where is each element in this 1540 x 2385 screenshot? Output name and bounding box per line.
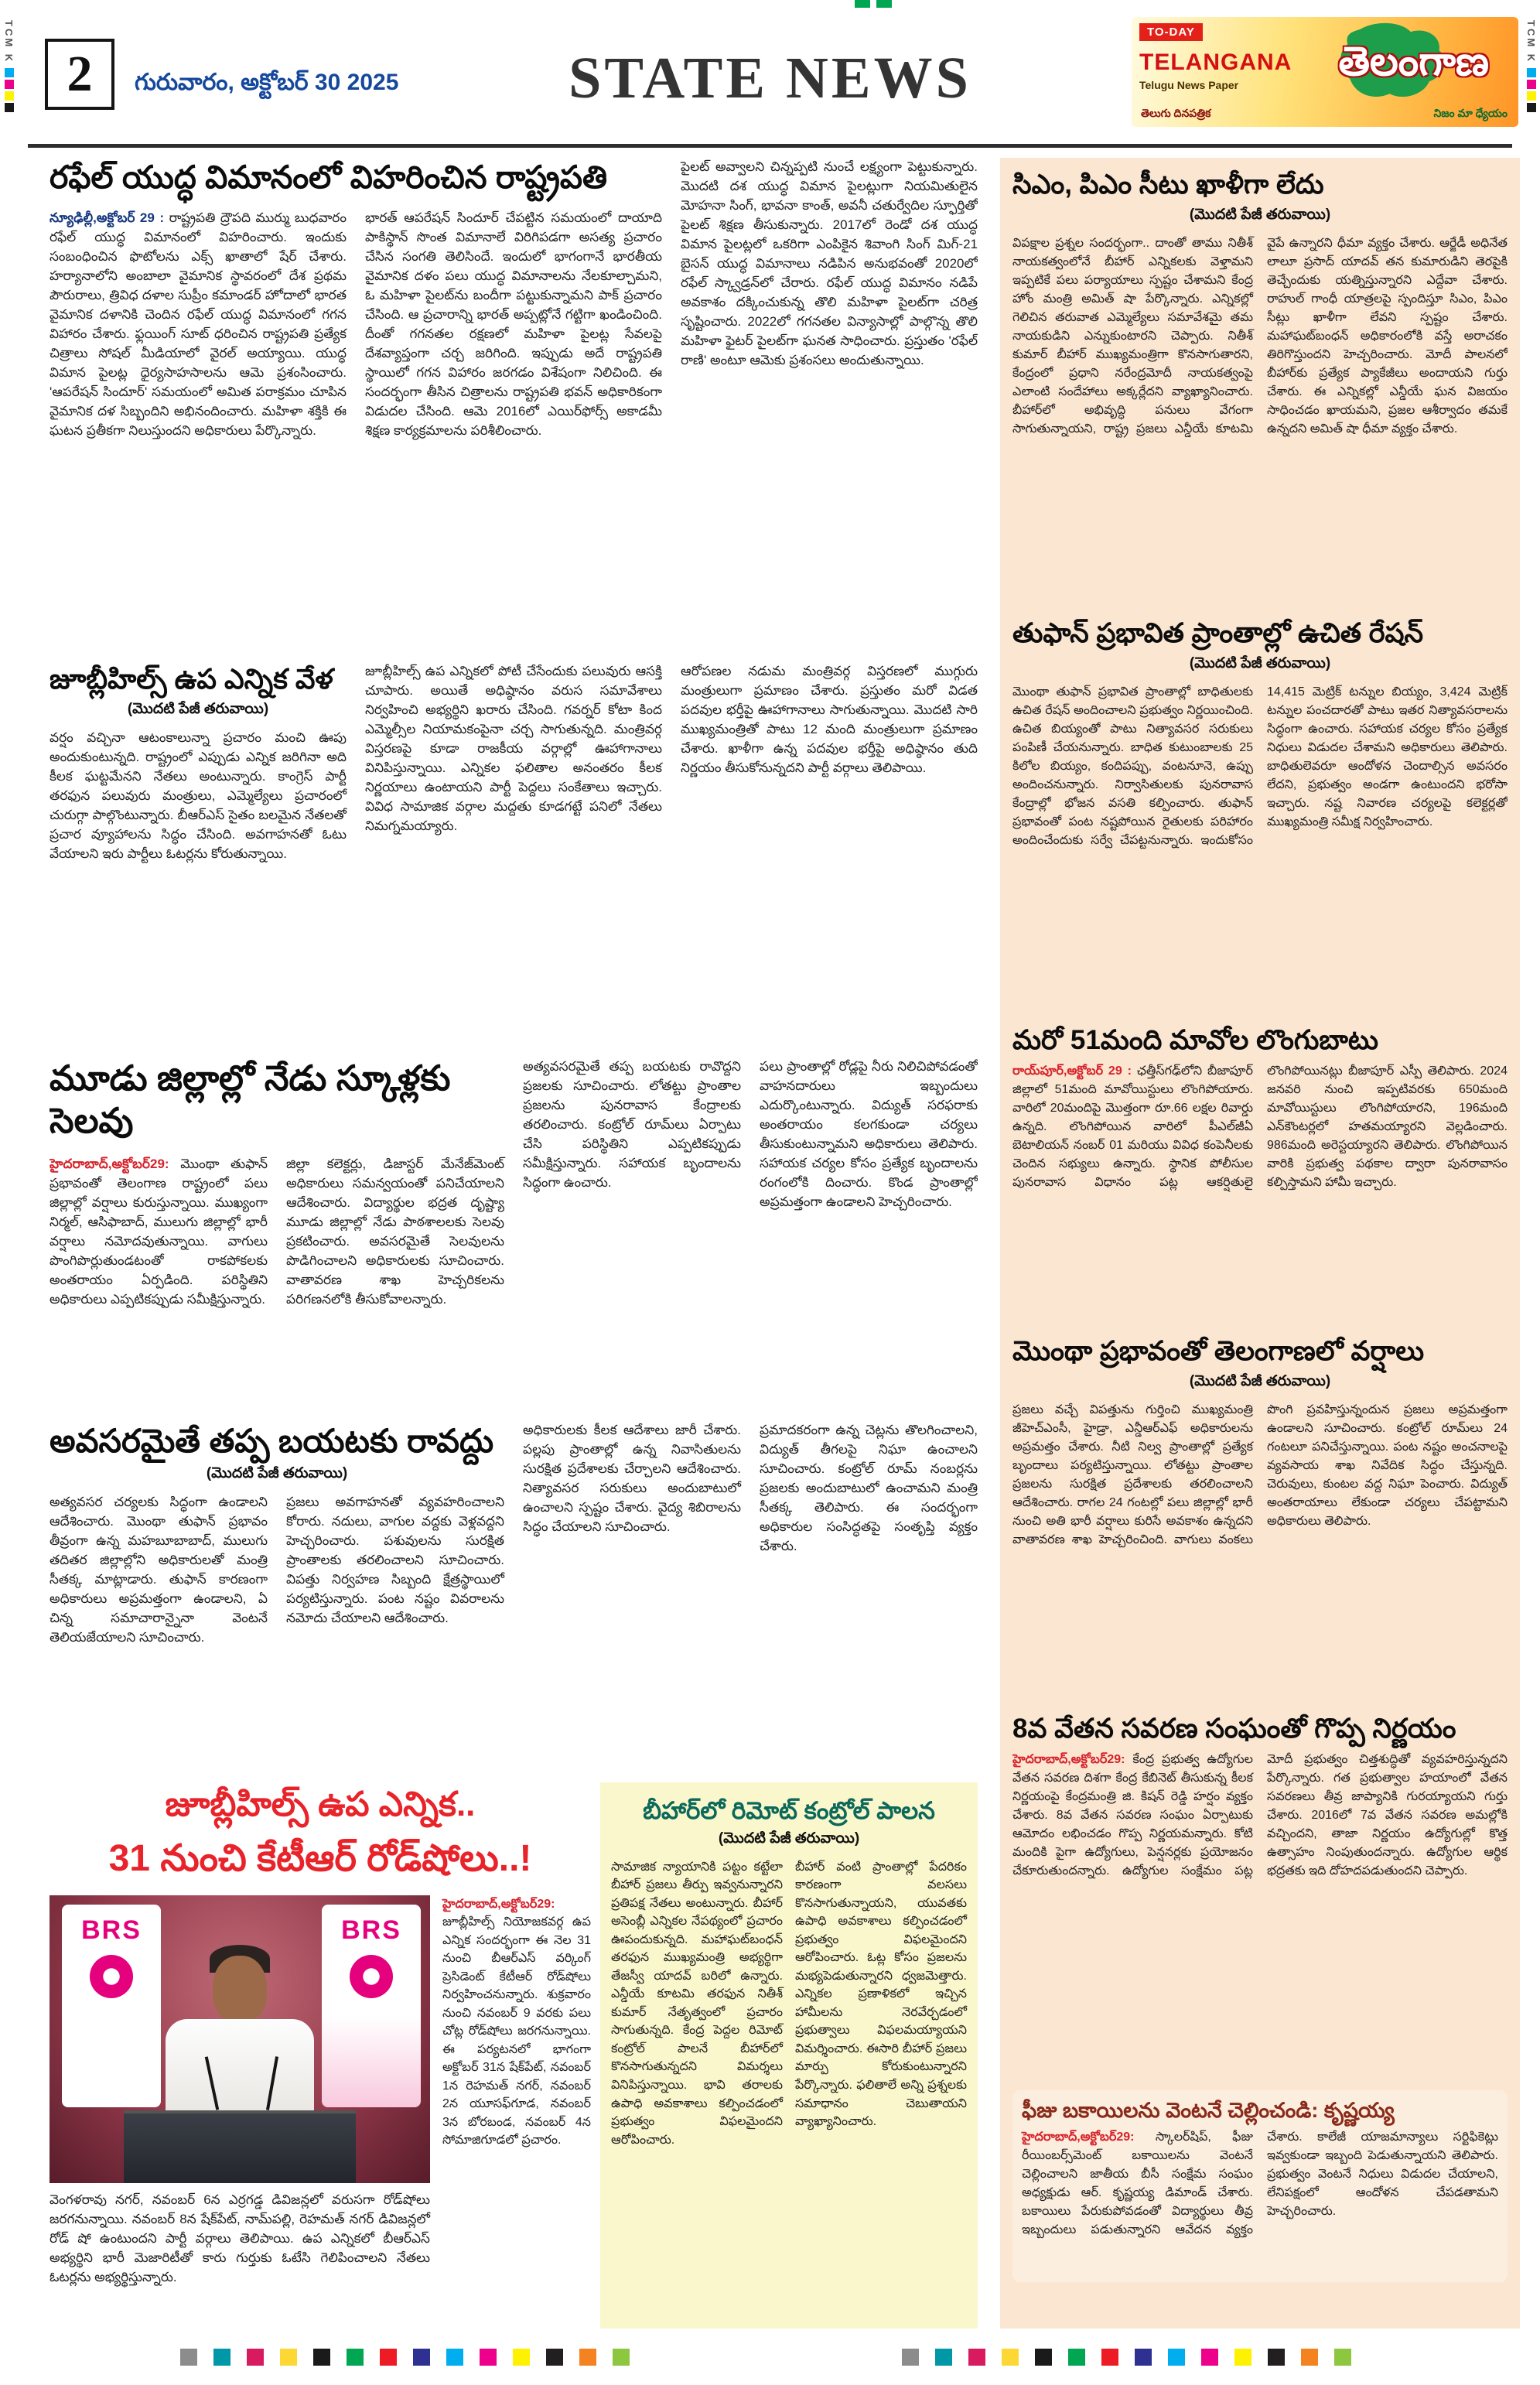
article-headline: ఫీజు బకాయిలను వెంటనే చెల్లించండి: కృష్ణయ్య [1022, 2099, 1395, 2122]
body-column: అత్యవసర చర్యలకు సిద్ధంగా ఉండాలని ఆదేశించారు. మొంథా తుఫాన్ ప్రభావం తీవ్రంగా ఉన్న మహబూబాబాద్, ములుగు తదితర జిల్లాల్లోని అధికారులతో మంత్రి సీతక్క మాట్లాడారు. తుఫాన్ కారణంగా అధికారులు అప్రమత్తంగా ఉండాలని, ఏ చిన్న సమాచారాన్నైనా వెంటనే తెలియజేయాలని సూచించారు. [50, 1495, 268, 1645]
body-column: బీహార్ వంటి ప్రాంతాల్లో పేదరికం కారణంగా వలసలు కొనసాగుతున్నాయని, యువతకు ఉపాధి అవకాశాలు కల్పించడంలో ప్రభుత్వం విఫలమైందని ఆరోపించారు. ఓట్ల కోసం ప్రజలను మభ్యపెడుతున్నారని ధ్వజమెత్తారు. ఎన్నికల ప్రణాళికలో ఇచ్చిన హామీలను నెరవేర్చడంలో ప్రభుత్వాలు విఫలమయ్యాయని విమర్శించారు. ఈసారి బీహార్ ప్రజలు మార్పు కోరుకుంటున్నారని పేర్కొన్నారు. ఫలితాలే అన్ని ప్రశ్నలకు సమాధానం చెబుతాయని వ్యాఖ్యానించారు. [795, 1860, 967, 2129]
article-jubilee-bypoll [50, 662, 978, 1049]
article-body: మొంథా తుఫాన్ ప్రభావిత ప్రాంతాల్లో బాధితులకు ఉచిత రేషన్ అందించాలని ప్రభుత్వం నిర్ణయించింది. ఉచిత బియ్యంతో పాటు నిత్యావసర సరుకులు పంపిణీ చేయనున్నారు. బాధిత కుటుంబాలకు 25 కిలోల బియ్యం, కందిపప్పు, వంటనూనె, ఉప్పు అందించనున్నారు. నిర్వాసితులకు పునరావాస కేంద్రాల్లో భోజన వసతి కల్పించారు. తుఫాన్ ప్రభావంతో పంట నష్టపోయిన రైతులకు పరిహారం అందించేందుకు సర్వే చేపట్టనున్నారు. ఇందుకోసం 14,415 మెట్రిక్ టన్నుల బియ్యం, 3,424 మెట్రిక్ టన్నుల పంచదారతో పాటు ఇతర నిత్యావసరాలను సిద్ధంగా ఉంచారు. సహాయక చర్యల కోసం ప్రత్యేక నిధులు విడుదల చేశామని అధికారులు తెలిపారు. బాధితులెవరూ ఆందోళన చెందాల్సిన అవసరం లేదని, ప్రభుత్వం అండగా ఉంటుందని భరోసా ఇచ్చారు. నష్ట నివారణ చర్యలపై కలెక్టర్లతో ముఖ్యమంత్రి సమీక్ష నిర్వహించారు. [1012, 685, 1508, 847]
body-column [50, 209, 347, 653]
continued-note: (మొదటి పేజీ తరువాయి) [718, 1830, 860, 1847]
podium [124, 2110, 356, 2183]
continued-note: (మొదటి పేజీ తరువాయి) [1189, 206, 1331, 223]
brs-logo-icon [90, 1955, 133, 1998]
masthead-sub-left: తెలుగు దినపత్రిక [1141, 107, 1211, 119]
article-headline: మూడు జిల్లాల్లో నేడు స్కూళ్లకు సెలవు [50, 1058, 451, 1140]
body-column: భారత్ ఆపరేషన్ సిందూర్ చేపట్టిన సమయంలో దాయాది పాకిస్థాన్ సొంత విమానాలే విరిగిపడగా అసత్య ప్రచారం చేసిన సంగతి తెలిసిందే. ఇందులో భాగంగానే భారతీయ వైమానిక దళం పలు యుద్ధ విమానాలను నేలకూల్చామని, ఓ మహిళా పైలట్‌ను బందీగా పట్టుకున్నామని పాక్ ప్రచారం చేసింది. ఆ ప్రచారాన్ని భారత్ అప్పట్లోనే గట్టిగా ఖండించింది. దీంతో గగనతల రక్షణలో మహిళా పైలట్ల సేవలపై దేశవ్యాప్తంగా చర్చ జరిగింది. ఇప్పుడు అదే రాష్ట్రపతి స్థాయిలో గగన విహారం జరగడం విశేషంగా నిలిచింది. ఈ సందర్భంగా తీసిన చిత్రాలను రాష్ట్రపతి భవన్ అధికారికంగా విడుదల చేసింది. ఆమె 2016లో ఎయిర్‌ఫోర్స్ అకాడమీ శిక్షణ కార్యక్రమాలను పరిశీలించారు. [365, 210, 662, 438]
article-headline: జూబ్లీహిల్స్ ఉప ఎన్నిక వేళ [50, 663, 333, 695]
page-date: గురువారం, అక్టోబర్ 30 2025 [135, 70, 399, 95]
article-body: ప్రజలు వచ్చే విపత్తును గుర్తించి ముఖ్యమంత్రి జీహెచ్ఎంసీ, హైడ్రా, ఎన్డీఆర్ఎఫ్ అధికారులను అప్రమత్తం చేశారు. నీటి నిల్వ ప్రాంతాల్లో ప్రత్యేక బృందాలు పర్యటిస్తున్నాయి. లోతట్టు ప్రాంతాల ప్రజలను సురక్షిత ప్రదేశాలకు తరలించాలని ఆదేశించారు. రాగల 24 గంటల్లో పలు జిల్లాల్లో భారీ నుంచి అతి భారీ వర్షాలు కురిసే అవకాశం ఉన్నదని వాతావరణ శాఖ హెచ్చరించింది. వాగులు వంకలు పొంగి ప్రవహిస్తున్నందున ప్రజలు అప్రమత్తంగా ఉండాలని సూచించారు. కంట్రోల్ రూమ్‌లు 24 గంటలూ పనిచేస్తున్నాయి. పంట నష్టం అంచనాలపై వ్యవసాయ శాఖ నివేదిక సిద్ధం చేస్తున్నది. చెరువులు, కుంటల వద్ద నిఘా పెంచారు. విద్యుత్ అంతరాయాలు లేకుండా చర్యలు చేపట్టామని అధికారులు తెలిపారు. [1012, 1403, 1508, 1546]
article-schools-holiday [50, 1058, 978, 1412]
body-paragraph: రాష్ట్రపతి ద్రౌపది ముర్ము బుధవారం రఫేల్ యుద్ధ విమానంలో విహరించారు. ఇందుకు సంబంధించిన ఫొటోలను ఎక్స్ ఖాతాలో షేర్ చేశారు. హర్యానాలోని అంబాలా వైమానిక స్థావరంలో దేశ ప్రథమ పౌరురాలు, త్రివిధ దళాల సుప్రీం కమాండర్ హోదాలో భారత వైమానిక దళానికి చెందిన రఫేల్ యుద్ధ విమానంలో గగన విహారం చేశారు. ఫ్లయింగ్ సూట్ ధరించిన రాష్ట్రపతి ప్రత్యేక చిత్రాలు సోషల్ మీడియాలో వైరల్ అయ్యాయి. యుద్ధ విమాన పైలట్ల ధైర్యసాహసాలను ఆమె ప్రశంసించారు. 'ఆపరేషన్ సిందూర్' సమయంలో అమిత పరాక్రమం చూపిన వైమానిక దళ సిబ్బందిని అభినందించారు. మహిళా శక్తికి ఈ ఘటన ప్రతీకగా నిలుస్తుందని అధికారులు పేర్కొన్నారు. [50, 210, 347, 438]
continued-note: (మొదటి పేజీ తరువాయి) [1189, 1372, 1331, 1389]
article-free-ration [1012, 617, 1508, 1015]
body-paragraph: ఛత్తీస్‌గఢ్‌లోని బీజాపూర్ జిల్లాలో 51మంది మావోయిస్టులు లొంగిపోయారు. వారిలో 20మందిపై మొత్తంగా రూ.66 లక్షల రివార్డు ఉన్నది. లొంగిపోయిన వారిలో పీఎల్‌జీఏ బెటాలియన్ నంబర్ 01 మరియు వివిధ కంపెనీలకు చెందిన సభ్యులు ఉన్నారు. స్థానిక పోలీసుల పునరావాస విధానం పట్ల ఆకర్షితులై లొంగిపోయినట్లు బీజాపూర్ ఎస్పీ తెలిపారు. 2024 జనవరి నుంచి ఇప్పటివరకు 650మంది మావోయిస్టులు లొంగిపోయారని, 196మంది ఎన్‌కౌంటర్లలో హతమయ్యారని వెల్లడించారు. 986మంది అరెస్టయ్యారని తెలిపారు. లొంగిపోయిన వారికి ప్రభుత్వ పథకాల ద్వారా పునరావాసం కల్పిస్తామని హామీ ఇచ్చారు. [1012, 1064, 1508, 1189]
page-number: 2 [45, 39, 114, 110]
person-figure [166, 2019, 314, 2120]
article-dateline: రాయ్‌పూర్,అక్టోబర్ 29 : [1012, 1064, 1132, 1078]
body-column: అత్యవసరమైతే తప్ప బయటకు రావొద్దని ప్రజలకు సూచించారు. లోతట్టు ప్రాంతాల ప్రజలను పునరావాస కేంద్రాలకు తరలించారు. కంట్రోల్ రూమ్‌లు ఏర్పాటు చేసి పరిస్థితిని ఎప్పటికప్పుడు సమీక్షిస్తున్నారు. సహాయక బృందాలను సిద్ధంగా ఉంచారు. [523, 1059, 741, 1190]
body-column: వర్షం వచ్చినా ఆటంకాలున్నా ప్రచారం మంచి ఊపు అందుకుంటున్నది. రాష్ట్రంలో ఎప్పుడు ఎన్నిక జరిగినా అది కీలక ఘట్టమేనని నేతలు అంటున్నారు. కాంగ్రెస్ పార్టీ తరఫున పలువురు మంత్రులు, ఎమ్మెల్యేలు ప్రచారంలో చురుగ్గా పాల్గొంటున్నారు. బీఆర్ఎస్ సైతం బలమైన నేతలతో ప్రచార వ్యూహాలను సిద్ధం చేసింది. అవగాహనతో ఓటు వేయాలని ఇరు పార్టీలు ఓటర్లను కోరుతున్నాయి. [50, 730, 347, 861]
body-paragraph: జూబ్లీహిల్స్ నియోజకవర్గ ఉప ఎన్నిక సందర్భంగా ఈ నెల 31 నుంచి బీఆర్ఎస్ వర్కింగ్ ప్రెసిడెంట్ కేటీఆర్ రోడ్‌షోలు నిర్వహించనున్నారు. శుక్రవారం నుంచి నవంబర్ 9 వరకు పలు చోట్ల రోడ్‌షోలు జరగనున్నాయి. ఈ పర్యటనలో భాగంగా అక్టోబర్ 31న షేక్‌పేట్, నవంబర్ 1న రెహమత్ నగర్, నవంబర్ 2న యూసఫ్‌గూడ, నవంబర్ 3న బోరబండ, నవంబర్ 4న సోమాజిగూడలో ప్రచారం. [442, 1915, 591, 2148]
body-column: పైలట్ అవ్వాలని చిన్నప్పటి నుంచే లక్ష్యంగా పెట్టుకున్నారు. మొదటి దశ యుద్ధ విమాన పైలట్లుగా నియమితులైన మోహనా సింగ్, భావనా కాంత్, అవనీ చతుర్వేదిల స్ఫూర్తితో పైలట్ శిక్షణ తీసుకున్నారు. 2017లో రెండో దశ యుద్ధ విమాన పైలట్లలో ఒకరిగా ఎంపికైన శివాంగి సింగ్ మిగ్-21 బైసన్ యుద్ధ విమానాలు నడిపిన అనుభవంతో 2020లో రఫేల్ స్క్వాడ్రన్‌లో చేరారు. రఫేల్ యుద్ధ విమానం నడిపే అవకాశం దక్కించుకున్న తొలి మహిళా పైలట్‌గా చరిత్ర సృష్టించారు. 2022లో గగనతల విన్యాసాల్లో పాల్గొన్న తొలి మహిళా ఫైటర్ పైలట్‌గా ఘనత సాధించారు. ప్రస్తుతం 'రఫేల్ రాణి' అంటూ ఆమెకు ప్రశంసలు అందుతున్నాయి. [681, 159, 978, 367]
masthead-tagline: Telugu News Paper [1139, 79, 1239, 91]
brs-banner-right [322, 1905, 421, 2107]
masthead-sub-right: నిజం మా ధ్యేయం [1433, 107, 1508, 119]
article-headline-line1: జూబ్లీహిల్స్ ఉప ఎన్నిక.. [165, 1785, 476, 1823]
article-headline: మొంథా ప్రభావంతో తెలంగాణలో వర్షాలు [1012, 1336, 1425, 1366]
article-ktr-roadshows [50, 1782, 591, 2329]
article-body: విపక్షాల ప్రశ్నల సందర్భంగా.. దాంతో తాము నితీశ్ నాయకత్వంలోనే బీహార్ ఎన్నికలకు వెళ్తామని ఇప్పటికే పలు పర్యాయాలు స్పష్టం చేశామని కేంద్ర హోం మంత్రి అమిత్ షా పేర్కొన్నారు. ఎన్నికల్లో గెలిచిన తరువాత ఎమ్మెల్యేలు సమావేశమై తమ నాయకుడిని ఎన్నుకుంటారని చెప్పారు. నితీశ్ కుమార్ బీహార్ ముఖ్యమంత్రిగా కొనసాగుతారని, కేంద్రంలో ప్రధాని నరేంద్రమోదీ నాయకత్వంపై ఎలాంటి సందేహాలు అక్కర్లేదని వ్యాఖ్యానించారు. బీహార్‌లో అభివృద్ధి పనులు వేగంగా సాగుతున్నాయని, రాష్ట్ర ప్రజలు ఎన్డీయే కూటమి వైపే ఉన్నారని ధీమా వ్యక్తం చేశారు. ఆర్జేడీ అధినేత లాలూ ప్రసాద్ యాదవ్ తన కుమారుడిని తెరపైకి తెచ్చేందుకు యత్నిస్తున్నారని ఎద్దేవా చేశారు. రాహుల్ గాంధీ యాత్రలపై స్పందిస్తూ సిఎం, పిఎం సీట్లు ఖాళీగా లేవని స్పష్టం చేశారు. మహాఘట్‌బంధన్ అధికారంలోకి వస్తే అరాచకం తిరిగొస్తుందని హెచ్చరించారు. మోదీ పాలనలో బీహార్‌కు ప్రత్యేక ప్యాకేజీలు అందాయని గుర్తు చేశారు. ఈ ఎన్నికల్లో ఎన్డీయే ఘన విజయం సాధించడం ఖాయమని, ప్రజల ఆశీర్వాదం తమకే ఉన్నదని అమిత్ షా ధీమా వ్యక్తం చేశారు. [1012, 236, 1508, 436]
article-bihar-remote-control [600, 1782, 978, 2329]
continued-note: (మొదటి పేజీ తరువాయి) [206, 1465, 348, 1482]
brs-logo-text: BRS [81, 1915, 142, 1945]
body-paragraph: స్కాలర్‌షిప్, ఫీజు రీయింబర్స్‌మెంట్ బకాయిలను వెంటనే చెల్లించాలని జాతీయ బీసీ సంక్షేమ సంఘం అధ్యక్షుడు ఆర్. కృష్ణయ్య డిమాండ్ చేశారు. బకాయిలు పేరుకుపోవడంతో విద్యార్థులు తీవ్ర ఇబ్బందులు పడుతున్నారని ఆవేదన వ్యక్తం చేశారు. కాలేజీ యాజమాన్యాలు సర్టిఫికెట్లు ఇవ్వకుండా ఇబ్బంది పెడుతున్నాయని తెలిపారు. ప్రభుత్వం వెంటనే నిధులు విడుదల చేయాలని, లేనిపక్షంలో ఆందోళన చేపడతామని హెచ్చరించారు. [1022, 2130, 1498, 2236]
article-cm-pm-seat [1012, 169, 1508, 608]
article-dateline: న్యూఢిల్లీ,అక్టోబర్ 29 : [50, 210, 165, 226]
brs-banner-left [62, 1905, 161, 2107]
body-column: పలు ప్రాంతాల్లో రోడ్లపై నీరు నిలిచిపోవడంతో వాహనదారులు ఇబ్బందులు ఎదుర్కొంటున్నారు. విద్యుత్ సరఫరాకు అంతరాయం కలగకుండా చర్యలు తీసుకుంటున్నామని అధికారులు తెలిపారు. సహాయక చర్యల కోసం ప్రత్యేక బృందాలను రంగంలోకి దించారు. కొండ ప్రాంతాల్లో అప్రమత్తంగా ఉండాలని హెచ్చరించారు. [760, 1059, 978, 1209]
continued-note: (మొదటి పేజీ తరువాయి) [1189, 654, 1331, 671]
article-maoists-surrender [1012, 1024, 1508, 1326]
body-column: ఆరోపణల నడుమ మంత్రివర్గ విస్తరణలో ముగ్గురు మంత్రులుగా ప్రమాణం చేశారు. ప్రస్తుతం మరో విడత పదవుల భర్తీపై ఊహాగానాలు సాగుతున్నాయి. మొదటి సారి ముఖ్యమంత్రితో పాటు 12 మంది మంత్రులుగా ప్రమాణం చేశారు. ఖాళీగా ఉన్న పదవుల భర్తీపై అధిష్ఠానం తుది నిర్ణయం తీసుకోనున్నదని పార్టీ వర్గాలు తెలిపాయి. [681, 664, 978, 775]
masthead-name: TELANGANA [1139, 50, 1292, 75]
article-headline: తుఫాన్ ప్రభావిత ప్రాంతాల్లో ఉచిత రేషన్ [1012, 618, 1424, 648]
continued-note: (మొదటి పేజీ తరువాయి) [127, 700, 269, 717]
article-pay-commission [1012, 1713, 1508, 2081]
brs-logo-text: BRS [341, 1915, 401, 1945]
article-stay-indoors [50, 1421, 978, 1771]
ktr-press-photo [50, 1895, 430, 2183]
article-body [1012, 1751, 1508, 1881]
masthead-telugu-script: తెలంగాణ [1338, 39, 1489, 84]
body-column: జిల్లా కలెక్టర్లు, డిజాస్టర్ మేనేజ్‌మెంట్ అధికారులు సమన్వయంతో పనిచేయాలని ఆదేశించారు. విద్యార్థుల భద్రత దృష్ట్యా మూడు జిల్లాల్లో నేడు పాఠశాలలకు సెలవు ప్రకటించారు. అవసరమైతే సెలవులను పొడిగించాలని అధికారులకు సూచించారు. వాతావరణ శాఖ హెచ్చరికలను పరిగణనలోకి తీసుకోవాలన్నారు. [286, 1156, 504, 1307]
body-paragraph: మొంథా తుఫాన్ ప్రభావంతో తెలంగాణ రాష్ట్రంలో పలు జిల్లాల్లో వర్షాలు కురుస్తున్నాయి. ముఖ్యంగా నిర్మల్, ఆసిఫాబాద్, ములుగు జిల్లాల్లో భారీ వర్షాలు నమోదవుతున్నాయి. వాగులు పొంగిపొర్లుతుండటంతో రాకపోకలకు అంతరాయం ఏర్పడింది. పరిస్థితిని అధికారులు ఎప్పటికప్పుడు సమీక్షిస్తున్నారు. [50, 1156, 268, 1307]
article-headline: బీహార్‌లో రిమోట్ కంట్రోల్ పాలన [643, 1797, 935, 1824]
body-column: ప్రమాదకరంగా ఉన్న చెట్లను తొలగించాలని, విద్యుత్ తీగలపై నిఘా ఉంచాలని సూచించారు. కంట్రోల్ రూమ్ నంబర్లను ప్రజలకు అందుబాటులో ఉంచామని మంత్రి సీతక్క తెలిపారు. ఈ సందర్భంగా అధికారుల సంసిద్ధతపై సంతృప్తి వ్యక్తం చేశారు. [760, 1423, 978, 1553]
photo-block [50, 1895, 430, 2288]
print-color-bar-left [180, 2349, 630, 2366]
article-fee-dues [1012, 2090, 1508, 2282]
print-color-bar-right [902, 2349, 1351, 2366]
headline-block [50, 1421, 504, 1493]
article-headline: మరో 51మంది మావోల లొంగుబాటు [1012, 1025, 1379, 1055]
section-title: STATE NEWS [569, 46, 971, 111]
article-rafale [50, 158, 978, 653]
headline-block [50, 662, 347, 729]
article-dateline: హైదరాబాద్,అక్టోబర్29: [442, 1897, 555, 1911]
article-headline: అవసరమైతే తప్ప బయటకు రావద్దు [50, 1423, 494, 1459]
left-content-region [50, 158, 978, 2329]
body-column: జూబ్లీహిల్స్ ఉప ఎన్నికలో పోటీ చేసేందుకు పలువురు ఆసక్తి చూపారు. అయితే అధిష్ఠానం వరుస సమావేశాలు నిర్వహించి అభ్యర్థిని ఖరారు చేసింది. గవర్నర్ కోటా కింద ఎమ్మెల్సీల నియామకంపైనా చర్చ సాగుతున్నది. మంత్రివర్గ విస్తరణపై కూడా రాజకీయ వర్గాల్లో ఊహాగానాలు వినిపిస్తున్నాయి. ఎన్నికల ఫలితాల అనంతరం కీలక నిర్ణయాలు ఉంటాయని పార్టీ పెద్దలు సంకేతాలు ఇచ్చారు. వివిధ సామాజిక వర్గాల మద్దతు కూడగట్టే పనిలో నేతలు నిమగ్నమయ్యారు. [365, 664, 662, 833]
top-registration-green-marks [855, 0, 892, 8]
body-column [50, 1155, 268, 1412]
article-headline: సిఎం, పిఎం సీటు ఖాళీగా లేదు [1012, 169, 1324, 200]
body-column: వెంగళరావు నగర్, నవంబర్ 6న ఎర్రగడ్డ డివిజన్లలో వరుసగా రోడ్‌షోలు జరగనున్నాయి. నవంబర్ 8న షేక్‌పేట్, నామ్‌పల్లి, రెహమత్ నగర్ డివిజన్లలో రోడ్ షో ఉంటుందని పార్టీ వర్గాలు తెలిపాయి. ఉప ఎన్నికలో బీఆర్ఎస్ అభ్యర్థిని భారీ మెజారిటీతో కారు గుర్తుకు ఓటేసి గెలిపించాలని నేతలు ఓటర్లను అభ్యర్థిస్తున్నారు. [50, 2192, 430, 2284]
registration-label: TCM K [1525, 20, 1537, 64]
article-headline-line2: 31 నుంచి కేటీఆర్ రోడ్‌షోలు..! [108, 1837, 532, 1879]
article-body [1012, 1062, 1508, 1192]
body-column: ప్రజలు అవగాహనతో వ్యవహరించాలని కోరారు. నదులు, వాగుల వద్దకు వెళ్లవద్దని హెచ్చరించారు. పశువులను సురక్షిత ప్రాంతాలకు తరలించాలని సూచించారు. విపత్తు నిర్వహణ సిబ్బంది క్షేత్రస్థాయిలో పర్యటిస్తున్నారు. పంట నష్టం వివరాలను నమోదు చేయాలని ఆదేశించారు. [286, 1495, 504, 1626]
article-dateline: హైదరాబాద్,అక్టోబర్29: [1012, 1752, 1125, 1766]
article-headline: 8వ వేతన సవరణ సంఘంతో గొప్ప నిర్ణయం [1012, 1714, 1456, 1744]
body-column: అధికారులకు కీలక ఆదేశాలు జారీ చేశారు. పల్లపు ప్రాంతాల్లో ఉన్న నివాసితులను సురక్షిత ప్రదేశాలకు చేర్చాలని ఆదేశించారు. నిత్యావసర సరుకులు అందుబాటులో ఉంచాలని స్పష్టం చేశారు. వైద్య శిబిరాలను సిద్ధం చేయాలని సూచించారు. [523, 1423, 741, 1534]
body-paragraph: కేంద్ర ప్రభుత్వ ఉద్యోగుల వేతన సవరణ దిశగా కేంద్ర కేబినెట్ తీసుకున్న కీలక నిర్ణయంపై కేంద్రమంత్రి జి. కిషన్ రెడ్డి హర్షం వ్యక్తం చేశారు. 8వ వేతన సవరణ సంఘం ఏర్పాటుకు ఆమోదం లభించడం గొప్ప నిర్ణయమన్నారు. కోటి మందికి పైగా ఉద్యోగులు, పెన్షనర్లకు ప్రయోజనం చేకూరుతుందన్నారు. ఉద్యోగుల సంక్షేమం పట్ల మోదీ ప్రభుత్వం చిత్తశుద్ధితో వ్యవహరిస్తున్నదని పేర్కొన్నారు. గత ప్రభుత్వాల హయాంలో వేతన సవరణలు తీవ్ర జాప్యానికి గురయ్యాయని గుర్తు చేశారు. 2016లో 7వ వేతన సవరణ అమల్లోకి వచ్చిందని, తాజా నిర్ణయం ఉద్యోగుల్లో కొత్త ఉత్సాహం నింపుతుందన్నారు. ఉద్యోగుల ఆర్థిక భద్రతకు ఇది దోహదపడుతుందని చెప్పారు. [1012, 1752, 1508, 1878]
article-headline: రఫేల్ యుద్ధ విమానంలో విహరించిన రాష్ట్రపతి [50, 159, 608, 195]
article-dateline: హైదరాబాద్,అక్టోబర్29: [1022, 2130, 1135, 2144]
brs-logo-icon [350, 1955, 393, 1998]
body-column: సామాజిక న్యాయానికి పట్టం కట్టేలా బీహార్ ప్రజలు తీర్పు ఇవ్వనున్నారని ప్రతిపక్ష నేతలు అంటున్నారు. బీహార్ అసెంబ్లీ ఎన్నికల నేపథ్యంలో ప్రచారం ఊపందుకున్నది. మహాఘట్‌బంధన్ తరఫున ముఖ్యమంత్రి అభ్యర్థిగా తేజస్వీ యాదవ్ బరిలో ఉన్నారు. ఎన్డీయే కూటమి తరఫున నితీశ్ కుమార్ నేతృత్వంలో ప్రచారం సాగుతున్నది. కేంద్ర పెద్దల రిమోట్ కంట్రోల్ పాలనే బీహార్‌లో కొనసాగుతున్నదని విమర్శలు వినిపిస్తున్నాయి. భావి తరాలకు ఉపాధి అవకాశాలు కల్పించడంలో ప్రభుత్వం విఫలమైందని ఆరోపించారు. [611, 1860, 783, 2147]
body-column [442, 1895, 591, 2288]
registration-label: TCM K [3, 20, 15, 64]
header-divider [28, 144, 1512, 148]
article-montha-rains [1012, 1335, 1508, 1703]
right-content-region [1000, 158, 1520, 2329]
today-chip: TO-DAY [1139, 23, 1203, 41]
article-dateline: హైదరాబాద్,అక్టోబర్29: [50, 1156, 169, 1171]
article-body [1022, 2128, 1498, 2240]
person-figure [213, 1956, 267, 2022]
newspaper-masthead [1132, 17, 1518, 127]
